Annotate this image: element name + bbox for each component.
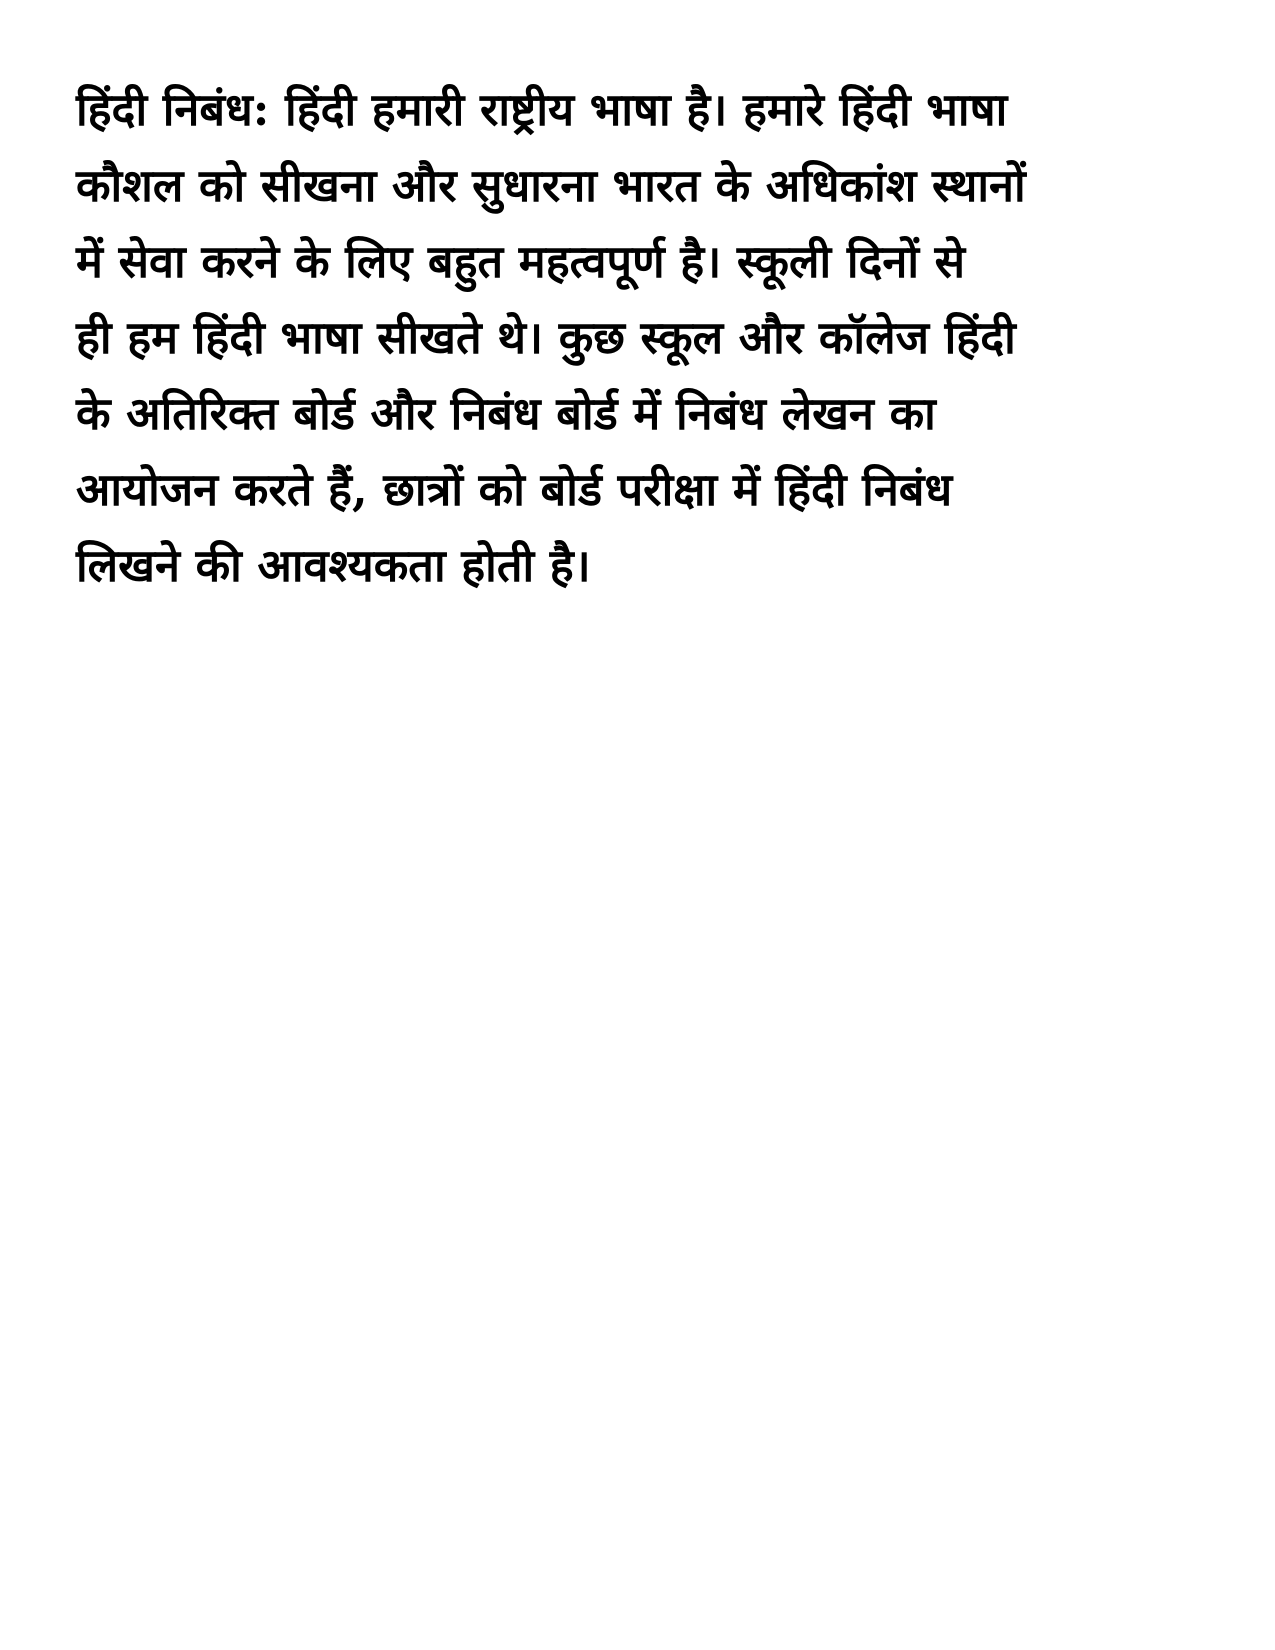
paragraph-line-1: हिंदी निबंध: हिंदी हमारी राष्ट्रीय भाषा है। हमारे हिंदी भाषा xyxy=(76,83,1008,136)
paragraph-line-6: आयोजन करते हैं, छात्रों को बोर्ड परीक्षा में हिंदी निबंध xyxy=(76,463,953,516)
essay-paragraph xyxy=(76,72,1206,604)
paragraph-line-4: ही हम हिंदी भाषा सीखते थे। कुछ स्कूल और कॉलेज हिंदी xyxy=(76,311,1016,364)
paragraph-line-3: में सेवा करने के लिए बहुत महत्वपूर्ण है। स्कूली दिनों से xyxy=(76,235,966,288)
paragraph-line-5: के अतिरिक्त बोर्ड और निबंध बोर्ड में निबंध लेखन का xyxy=(76,387,936,440)
paragraph-line-7: लिखने की आवश्यकता होती है। xyxy=(76,539,591,592)
paragraph-line-2: कौशल को सीखना और सुधारना भारत के अधिकांश स्थानों xyxy=(76,159,1026,212)
